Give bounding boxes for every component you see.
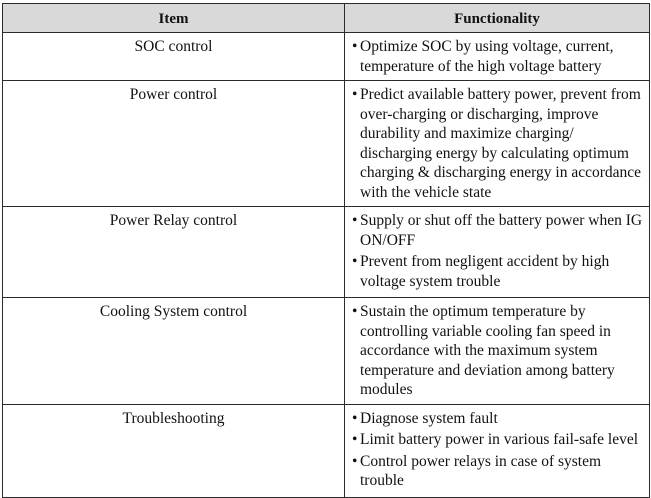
functionality-table-container <box>2 3 650 498</box>
table-row <box>3 33 650 81</box>
bullet-text: • Predict available battery power, prevent from over-charging or discharging, improve durability and maximize charging/ discharging energy by calculating optimum charging & discharging energy in accordance with the vehicle state <box>360 85 645 202</box>
table-row <box>3 81 650 207</box>
bullet-text: • Prevent from negligent accident by high voltage system trouble <box>360 252 645 291</box>
item-cell: Power Relay control <box>3 207 345 298</box>
table-row <box>3 298 650 405</box>
functionality-cell <box>345 404 650 497</box>
bullet-text: • Limit battery power in various fail-safe level <box>360 430 645 450</box>
bullet-text: • Sustain the optimum temperature by controlling variable cooling fan speed in accordance with the maximum system temperature and deviation among battery modules <box>360 302 645 400</box>
item-cell: Troubleshooting <box>3 404 345 497</box>
functionality-table <box>2 3 650 498</box>
functionality-cell <box>345 207 650 298</box>
table-row <box>3 404 650 497</box>
functionality-cell <box>345 33 650 81</box>
table-row <box>3 207 650 298</box>
bullet-text: • Control power relays in case of system trouble <box>360 452 645 491</box>
functionality-cell <box>345 81 650 207</box>
bullet-text: • Supply or shut off the battery power when IG ON/OFF <box>360 211 645 250</box>
header-row <box>3 4 650 33</box>
functionality-cell <box>345 298 650 405</box>
header-functionality: Functionality <box>345 4 650 33</box>
item-cell: Power control <box>3 81 345 207</box>
item-cell: Cooling System control <box>3 298 345 405</box>
item-cell: SOC control <box>3 33 345 81</box>
header-item: Item <box>3 4 345 33</box>
bullet-text: • Diagnose system fault <box>360 409 645 429</box>
bullet-text: • Optimize SOC by using voltage, current, temperature of the high voltage battery <box>360 37 645 76</box>
